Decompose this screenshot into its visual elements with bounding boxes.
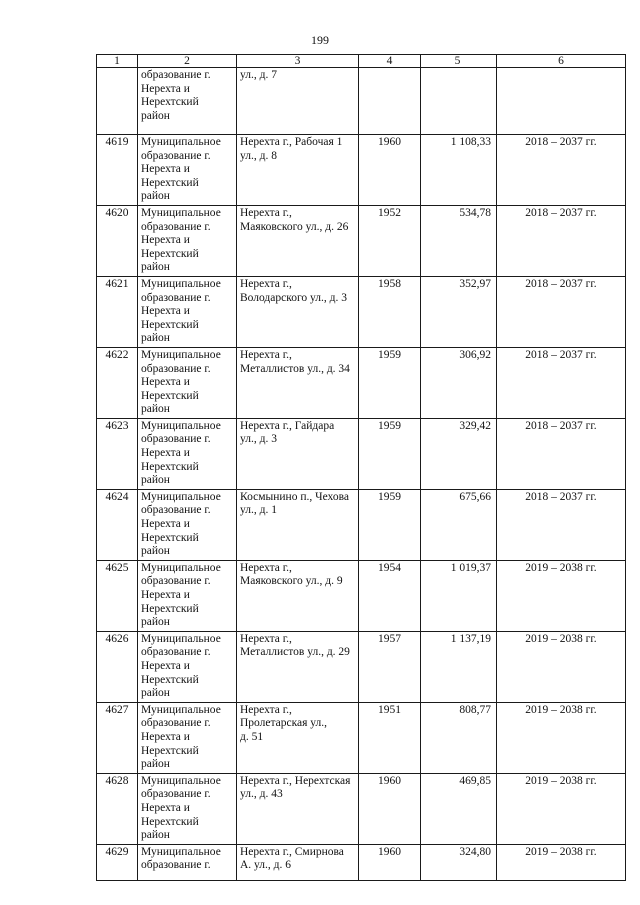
address-line: Маяковского ул., д. 26: [240, 220, 349, 233]
cell-year: 1959: [359, 489, 421, 560]
cell-year: 1960: [359, 773, 421, 844]
cell-address: [237, 702, 359, 773]
cell-area: [421, 68, 497, 135]
address-line: Володарского ул., д. 3: [240, 291, 348, 304]
cell-address: [237, 347, 359, 418]
cell-year: 1957: [359, 631, 421, 702]
cell-number: 4623: [97, 418, 138, 489]
cell-number: 4620: [97, 205, 138, 276]
address-line: Нерехта г., Нерехтская: [240, 774, 351, 787]
table-row: [97, 702, 626, 773]
cell-area: 469,85: [421, 773, 497, 844]
address-line: Нерехта г.,: [240, 206, 292, 219]
cell-year: 1954: [359, 560, 421, 631]
header-cell-1: 1: [97, 55, 138, 68]
owner-line: район: [141, 109, 170, 122]
cell-address: [237, 844, 359, 880]
cell-owner: [138, 489, 237, 560]
owner-line: Муниципальное: [141, 632, 221, 645]
table-row: [97, 631, 626, 702]
address-line: Нерехта г., Смирнова: [240, 845, 344, 858]
cell-period: 2018 – 2037 гг.: [497, 276, 626, 347]
address-line: Нерехта г.,: [240, 348, 292, 361]
owner-line: Нерехта и: [141, 589, 190, 601]
cell-area: 324,80: [421, 844, 497, 880]
register-table-body: [97, 55, 626, 881]
register-table: [96, 54, 626, 881]
table-row: [97, 773, 626, 844]
cell-area: 675,66: [421, 489, 497, 560]
address-line: Нерехта г., Рабочая 1: [240, 136, 343, 148]
owner-line: Нерехтский: [141, 389, 199, 402]
cell-owner: [138, 418, 237, 489]
owner-line: образование г.: [141, 859, 211, 872]
address-line: ул., д. 43: [240, 788, 283, 801]
cell-period: 2019 – 2038 гг.: [497, 702, 626, 773]
address-line: А. ул., д. 6: [240, 859, 292, 872]
cell-period: 2018 – 2037 гг.: [497, 205, 626, 276]
cell-period: 2018 – 2037 гг.: [497, 135, 626, 206]
header-cell-3: 3: [237, 55, 359, 68]
cell-area: 808,77: [421, 702, 497, 773]
owner-line: образование г.: [141, 646, 211, 659]
cell-area: 306,92: [421, 347, 497, 418]
owner-line: Нерехтский: [141, 96, 199, 109]
cell-area: 352,97: [421, 276, 497, 347]
address-line: Космынино п., Чехова: [240, 490, 349, 503]
cell-owner: [138, 347, 237, 418]
cell-period: [497, 68, 626, 135]
owner-line: Нерехтский: [141, 815, 199, 828]
cell-address: [237, 631, 359, 702]
address-line: ул., д. 7: [240, 69, 277, 81]
owner-line: Муниципальное: [141, 845, 221, 858]
owner-line: район: [141, 758, 170, 771]
owner-line: Муниципальное: [141, 206, 221, 219]
cell-number: 4626: [97, 631, 138, 702]
address-line: Нерехта г.,: [240, 632, 292, 645]
header-cell-2: 2: [138, 55, 237, 68]
address-line: Нерехта г.,: [240, 277, 292, 290]
cell-number: 4619: [97, 135, 138, 206]
owner-line: район: [141, 616, 170, 629]
owner-line: Нерехтский: [141, 176, 199, 189]
owner-line: образование г.: [141, 220, 211, 233]
owner-line: район: [141, 829, 170, 842]
owner-line: Нерехта и: [141, 305, 190, 318]
cell-period: 2018 – 2037 гг.: [497, 347, 626, 418]
owner-line: Нерехтский: [141, 673, 199, 686]
owner-line: район: [141, 190, 170, 203]
cell-owner: [138, 560, 237, 631]
header-cell-6: 6: [497, 55, 626, 68]
address-line: Нерехта г.,: [240, 561, 292, 574]
page-number: 199: [311, 33, 329, 47]
owner-line: район: [141, 403, 170, 416]
owner-line: Муниципальное: [141, 703, 221, 716]
table-row: [97, 489, 626, 560]
table-row: [97, 418, 626, 489]
cell-year: 1959: [359, 418, 421, 489]
owner-line: Нерехта и: [141, 234, 190, 247]
cell-owner: [138, 135, 237, 206]
address-line: Металлистов ул., д. 34: [240, 362, 350, 375]
cell-number: 4629: [97, 844, 138, 880]
address-line: ул., д. 1: [240, 504, 277, 517]
cell-address: [237, 418, 359, 489]
owner-line: район: [141, 545, 170, 558]
address-line: ул., д. 3: [240, 433, 277, 446]
owner-line: образование г.: [141, 788, 211, 801]
cell-period: 2018 – 2037 гг.: [497, 418, 626, 489]
owner-line: Нерехта и: [141, 82, 190, 95]
owner-line: Нерехта и: [141, 730, 190, 743]
address-line: Нерехта г., Гайдара: [240, 419, 335, 432]
table-row: [97, 844, 626, 880]
owner-line: Нерехта и: [141, 801, 190, 814]
cell-address: [237, 135, 359, 206]
cell-period: 2018 – 2037 гг.: [497, 489, 626, 560]
cell-year: 1960: [359, 844, 421, 880]
owner-line: район: [141, 332, 170, 345]
owner-line: Муниципальное: [141, 136, 221, 148]
address-line: д. 51: [240, 730, 264, 743]
owner-line: образование г.: [141, 575, 211, 588]
cell-area: 534,78: [421, 205, 497, 276]
cell-address: [237, 276, 359, 347]
cell-address: [237, 68, 359, 135]
owner-line: Муниципальное: [141, 490, 221, 503]
cell-period: 2019 – 2038 гг.: [497, 560, 626, 631]
owner-line: Муниципальное: [141, 348, 221, 361]
cell-address: [237, 205, 359, 276]
owner-line: Нерехтский: [141, 602, 199, 615]
cell-year: [359, 68, 421, 135]
owner-line: образование г.: [141, 69, 211, 81]
table-row: [97, 347, 626, 418]
cell-number: 4624: [97, 489, 138, 560]
cell-year: 1959: [359, 347, 421, 418]
header-cell-5: 5: [421, 55, 497, 68]
address-line: Пролетарская ул.,: [240, 717, 328, 730]
owner-line: образование г.: [141, 433, 211, 446]
cell-owner: [138, 844, 237, 880]
cell-period: 2019 – 2038 гг.: [497, 631, 626, 702]
owner-line: Нерехта и: [141, 659, 190, 672]
cell-area: 1 108,33: [421, 135, 497, 206]
cell-area: 1 137,19: [421, 631, 497, 702]
owner-line: район: [141, 474, 170, 487]
cell-owner: [138, 276, 237, 347]
table-row: [97, 135, 626, 206]
cell-owner: [138, 631, 237, 702]
cell-area: 1 019,37: [421, 560, 497, 631]
cell-period: 2019 – 2038 гг.: [497, 844, 626, 880]
owner-line: Нерехтский: [141, 318, 199, 331]
cell-owner: [138, 205, 237, 276]
owner-line: Муниципальное: [141, 561, 221, 574]
address-line: Нерехта г.,: [240, 703, 292, 716]
owner-line: Нерехтский: [141, 460, 199, 473]
header-row: [97, 55, 626, 68]
cell-period: 2019 – 2038 гг.: [497, 773, 626, 844]
owner-line: Муниципальное: [141, 277, 221, 290]
cell-address: [237, 560, 359, 631]
owner-line: Нерехтский: [141, 247, 199, 260]
cell-owner: [138, 68, 237, 135]
table-row-continued: [97, 68, 626, 135]
cell-year: 1952: [359, 205, 421, 276]
table-row: [97, 205, 626, 276]
owner-line: Нерехта и: [141, 447, 190, 460]
owner-line: Нерехта и: [141, 518, 190, 531]
cell-number: 4627: [97, 702, 138, 773]
cell-number: 4625: [97, 560, 138, 631]
cell-number: [97, 68, 138, 135]
owner-line: Муниципальное: [141, 774, 221, 787]
owner-line: образование г.: [141, 291, 211, 304]
cell-address: [237, 773, 359, 844]
cell-area: 329,42: [421, 418, 497, 489]
owner-line: Нерехтский: [141, 531, 199, 544]
owner-line: образование г.: [141, 504, 211, 517]
table-row: [97, 276, 626, 347]
owner-line: Муниципальное: [141, 419, 221, 432]
cell-number: 4622: [97, 347, 138, 418]
address-line: Маяковского ул., д. 9: [240, 575, 343, 588]
owner-line: Нерехтский: [141, 744, 199, 757]
table-row: [97, 560, 626, 631]
address-line: ул., д. 8: [240, 149, 277, 162]
cell-address: [237, 489, 359, 560]
owner-line: образование г.: [141, 149, 211, 162]
cell-owner: [138, 702, 237, 773]
cell-number: 4628: [97, 773, 138, 844]
owner-line: Нерехта и: [141, 163, 190, 176]
owner-line: район: [141, 687, 170, 700]
owner-line: Нерехта и: [141, 376, 190, 389]
cell-number: 4621: [97, 276, 138, 347]
cell-owner: [138, 773, 237, 844]
owner-line: район: [141, 261, 170, 274]
owner-line: образование г.: [141, 717, 211, 730]
header-cell-4: 4: [359, 55, 421, 68]
cell-year: 1958: [359, 276, 421, 347]
owner-line: образование г.: [141, 362, 211, 375]
cell-year: 1951: [359, 702, 421, 773]
cell-year: 1960: [359, 135, 421, 206]
address-line: Металлистов ул., д. 29: [240, 646, 350, 659]
